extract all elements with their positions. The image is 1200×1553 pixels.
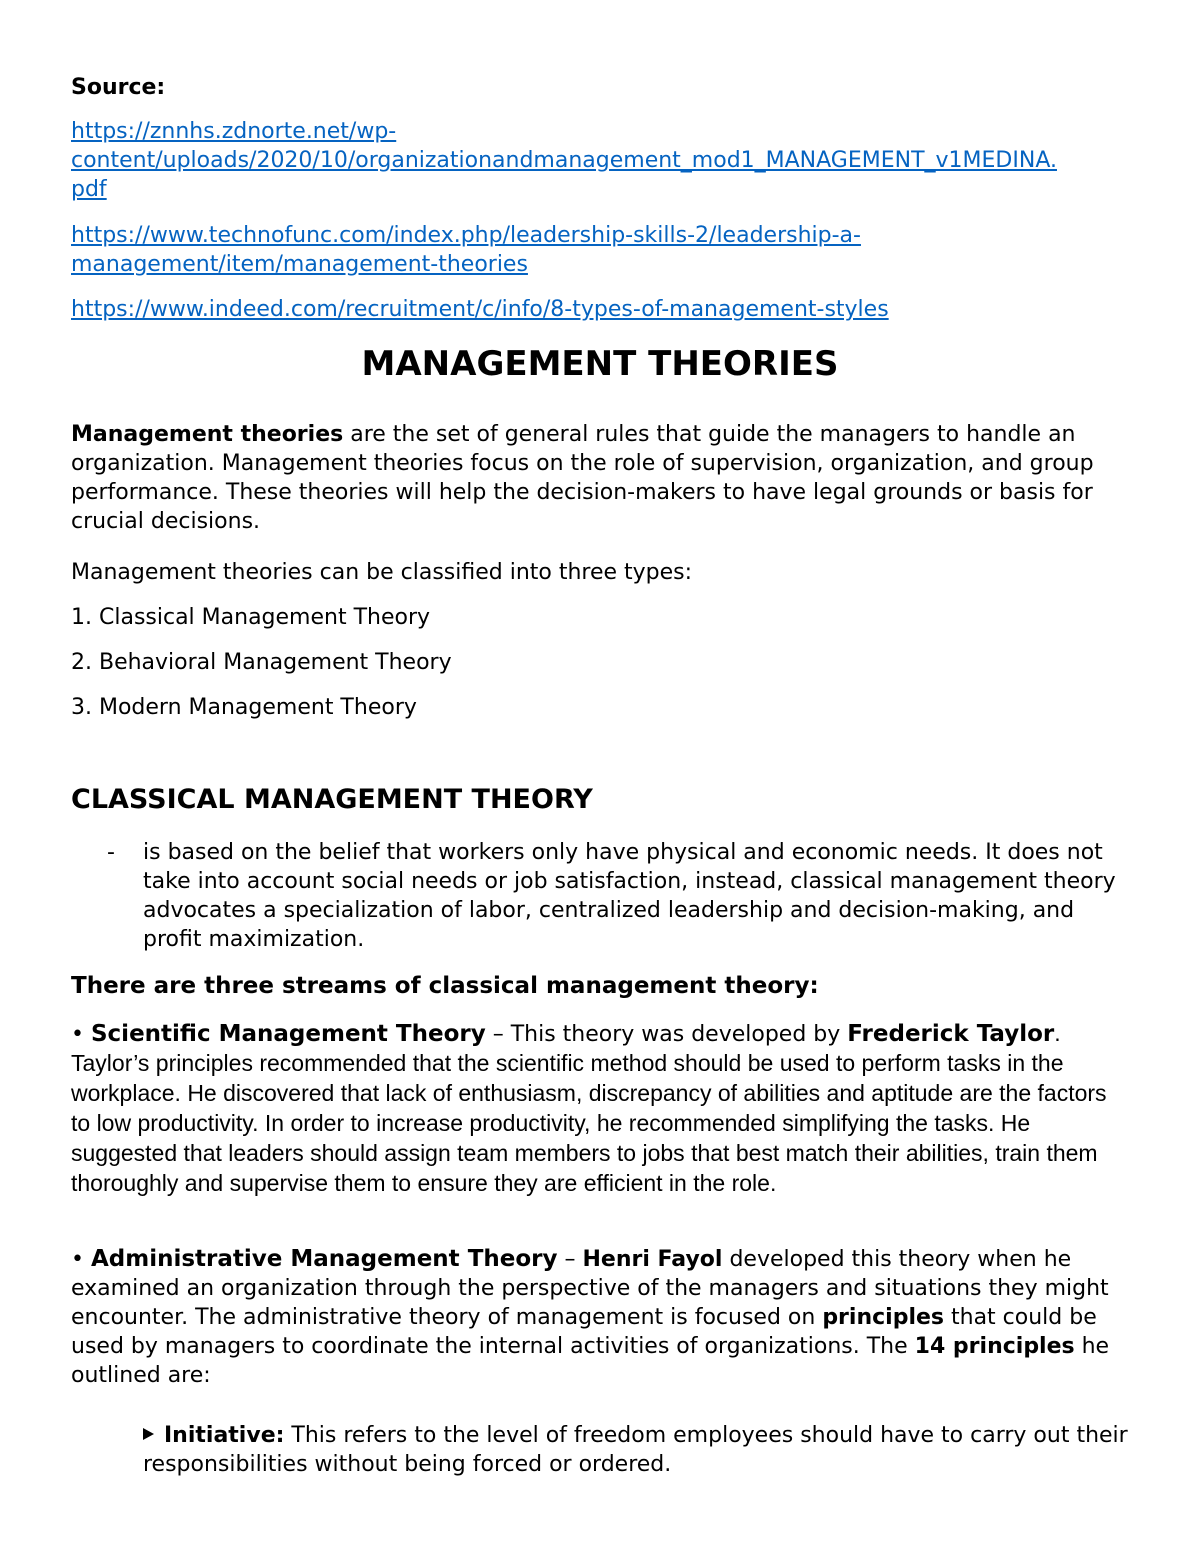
type-item-1: 1. Classical Management Theory xyxy=(71,605,431,630)
intro-paragraph xyxy=(71,420,1131,536)
classical-definition: is based on the belief that workers only have physical and economic needs. It does not take into account social needs or job satisfaction, instead, classical management theory advocates a specialization of labor, centralized leadership and decision-making, and profit maximization. xyxy=(143,840,1116,952)
arrow-bullet-icon xyxy=(143,1428,154,1440)
streams-heading: There are three streams of classical management theory: xyxy=(71,973,819,999)
classical-heading: CLASSICAL MANAGEMENT THEORY xyxy=(71,784,593,815)
source-link-technofunc[interactable]: https://www.technofunc.com/index.php/leadership-skills-2/leadership-a- management/item/management-theories xyxy=(71,223,861,277)
type-item-2: 2. Behavioral Management Theory xyxy=(71,650,452,675)
intro-text: are the set of general rules that guide the managers to handle an organization. Management theories focus on the role of supervision, organization, and group performance. These theories will help the decision-makers to have legal grounds or basis for crucial decisions. xyxy=(71,422,1094,534)
type-item-3: 3. Modern Management Theory xyxy=(71,695,417,720)
page-title: MANAGEMENT THEORIES xyxy=(361,344,839,384)
source-label: Source: xyxy=(71,75,166,100)
initiative-label: Initiative: xyxy=(164,1423,285,1448)
administrative-term: Administrative Management Theory xyxy=(90,1246,558,1272)
fayol-name: Henri Fayol xyxy=(582,1247,723,1272)
source-link-znnhs[interactable]: https://znnhs.zdnorte.net/wp- content/uploads/2020/10/organizationandmanagement_mod1_MANAGEMENT_v1MEDINA. pdf xyxy=(71,119,1057,202)
taylor-name: Frederick Taylor xyxy=(847,1021,1055,1047)
scientific-term: Scientific Management Theory xyxy=(90,1021,486,1047)
intro-term: Management theories xyxy=(71,422,344,447)
classified-text: Management theories can be classified into three types: xyxy=(71,560,693,585)
source-link-indeed[interactable]: https://www.indeed.com/recruitment/c/info/8-types-of-management-styles xyxy=(71,297,889,322)
initiative-item: Initiative: This refers to the level of freedom employees should have to carry out their responsibilities without being forced or ordered. xyxy=(143,1423,1128,1477)
administrative-management-item: • Administrative Management Theory – Henri Fayol developed this theory when he examined an organization through the perspective of the managers and situations they might encounter. The administrative theory of management is focused on principles that could be used by managers to coordinate the internal activities of organizations. The 14 principles he outlined are: xyxy=(71,1246,1110,1388)
dash-marker: - xyxy=(107,840,115,865)
scientific-management-item: • Scientific Management Theory – This theory was developed by Frederick Taylor. Taylor’s principles recommended that the scientific method should be used to perform tasks in the workplace. He discovered that lack of enthusiasm, discrepancy of abilities and aptitude are the factors to low productivity. In order to increase productivity, he recommended simplifying the tasks. He suggested that leaders should assign team members to jobs that best match their abilities, train them thoroughly and supervise them to ensure they are efficient in the role. xyxy=(71,1020,1107,1196)
